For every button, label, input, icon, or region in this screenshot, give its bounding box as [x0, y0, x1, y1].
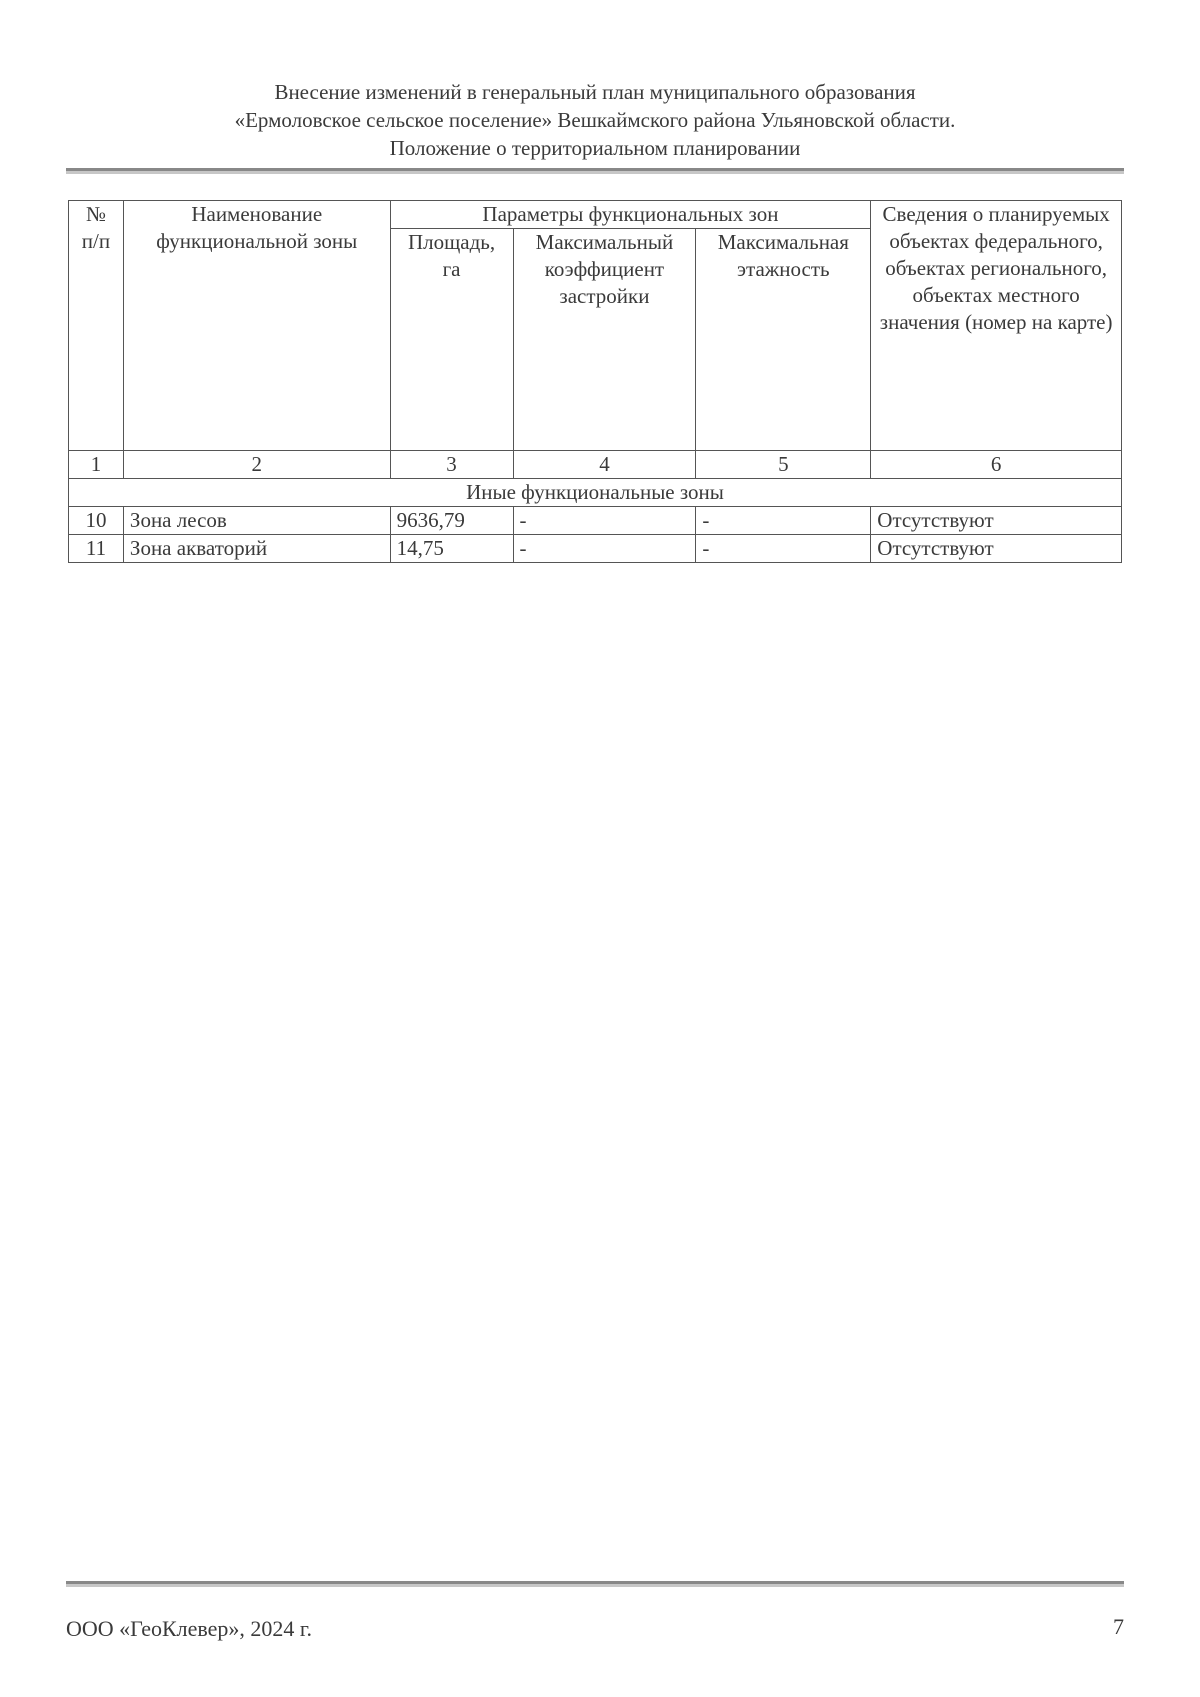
- header-params: Параметры функциональных зон: [390, 201, 871, 229]
- column-number: 4: [513, 451, 696, 479]
- section-row: [69, 479, 1122, 507]
- row-floors: -: [696, 535, 871, 563]
- row-info: Отсутствуют: [871, 507, 1122, 535]
- row-area: 9636,79: [390, 507, 513, 535]
- table-header-row-1: [69, 201, 1122, 229]
- header-floors: Максимальная этажность: [696, 229, 871, 451]
- footer-company: ООО «ГеоКлевер», 2024 г.: [66, 1616, 312, 1641]
- table-row: [69, 535, 1122, 563]
- column-number: 6: [871, 451, 1122, 479]
- row-area: 14,75: [390, 535, 513, 563]
- functional-zones-table: [68, 200, 1122, 563]
- header-info: Сведения о планируемых объектах федерального, объектах регионального, объектах местного значения (номер на карте): [871, 201, 1122, 451]
- header-name: Наименование функциональной зоны: [123, 201, 390, 451]
- row-coef: -: [513, 535, 696, 563]
- row-coef: -: [513, 507, 696, 535]
- column-number: 1: [69, 451, 124, 479]
- header-divider: [66, 168, 1124, 174]
- column-number: 5: [696, 451, 871, 479]
- column-numbers-row: [69, 451, 1122, 479]
- column-number: 3: [390, 451, 513, 479]
- document-header: [66, 78, 1124, 162]
- row-name: Зона акваторий: [123, 535, 390, 563]
- header-coef: Максимальный коэффициент застройки: [513, 229, 696, 451]
- header-line-1: Внесение изменений в генеральный план муниципального образования: [274, 80, 916, 104]
- header-line-2: «Ермоловское сельское поселение» Вешкаймского района Ульяновской области.: [234, 108, 956, 132]
- row-floors: -: [696, 507, 871, 535]
- section-title: Иные функциональные зоны: [69, 479, 1122, 507]
- page-number: 7: [1113, 1614, 1124, 1639]
- column-number: 2: [123, 451, 390, 479]
- header-area: Площадь, га: [390, 229, 513, 451]
- footer-divider: [66, 1581, 1124, 1587]
- table-row: [69, 507, 1122, 535]
- row-num: 11: [69, 535, 124, 563]
- row-name: Зона лесов: [123, 507, 390, 535]
- row-num: 10: [69, 507, 124, 535]
- row-info: Отсутствуют: [871, 535, 1122, 563]
- header-num: № п/п: [69, 201, 124, 451]
- header-line-3: Положение о территориальном планировании: [389, 136, 801, 160]
